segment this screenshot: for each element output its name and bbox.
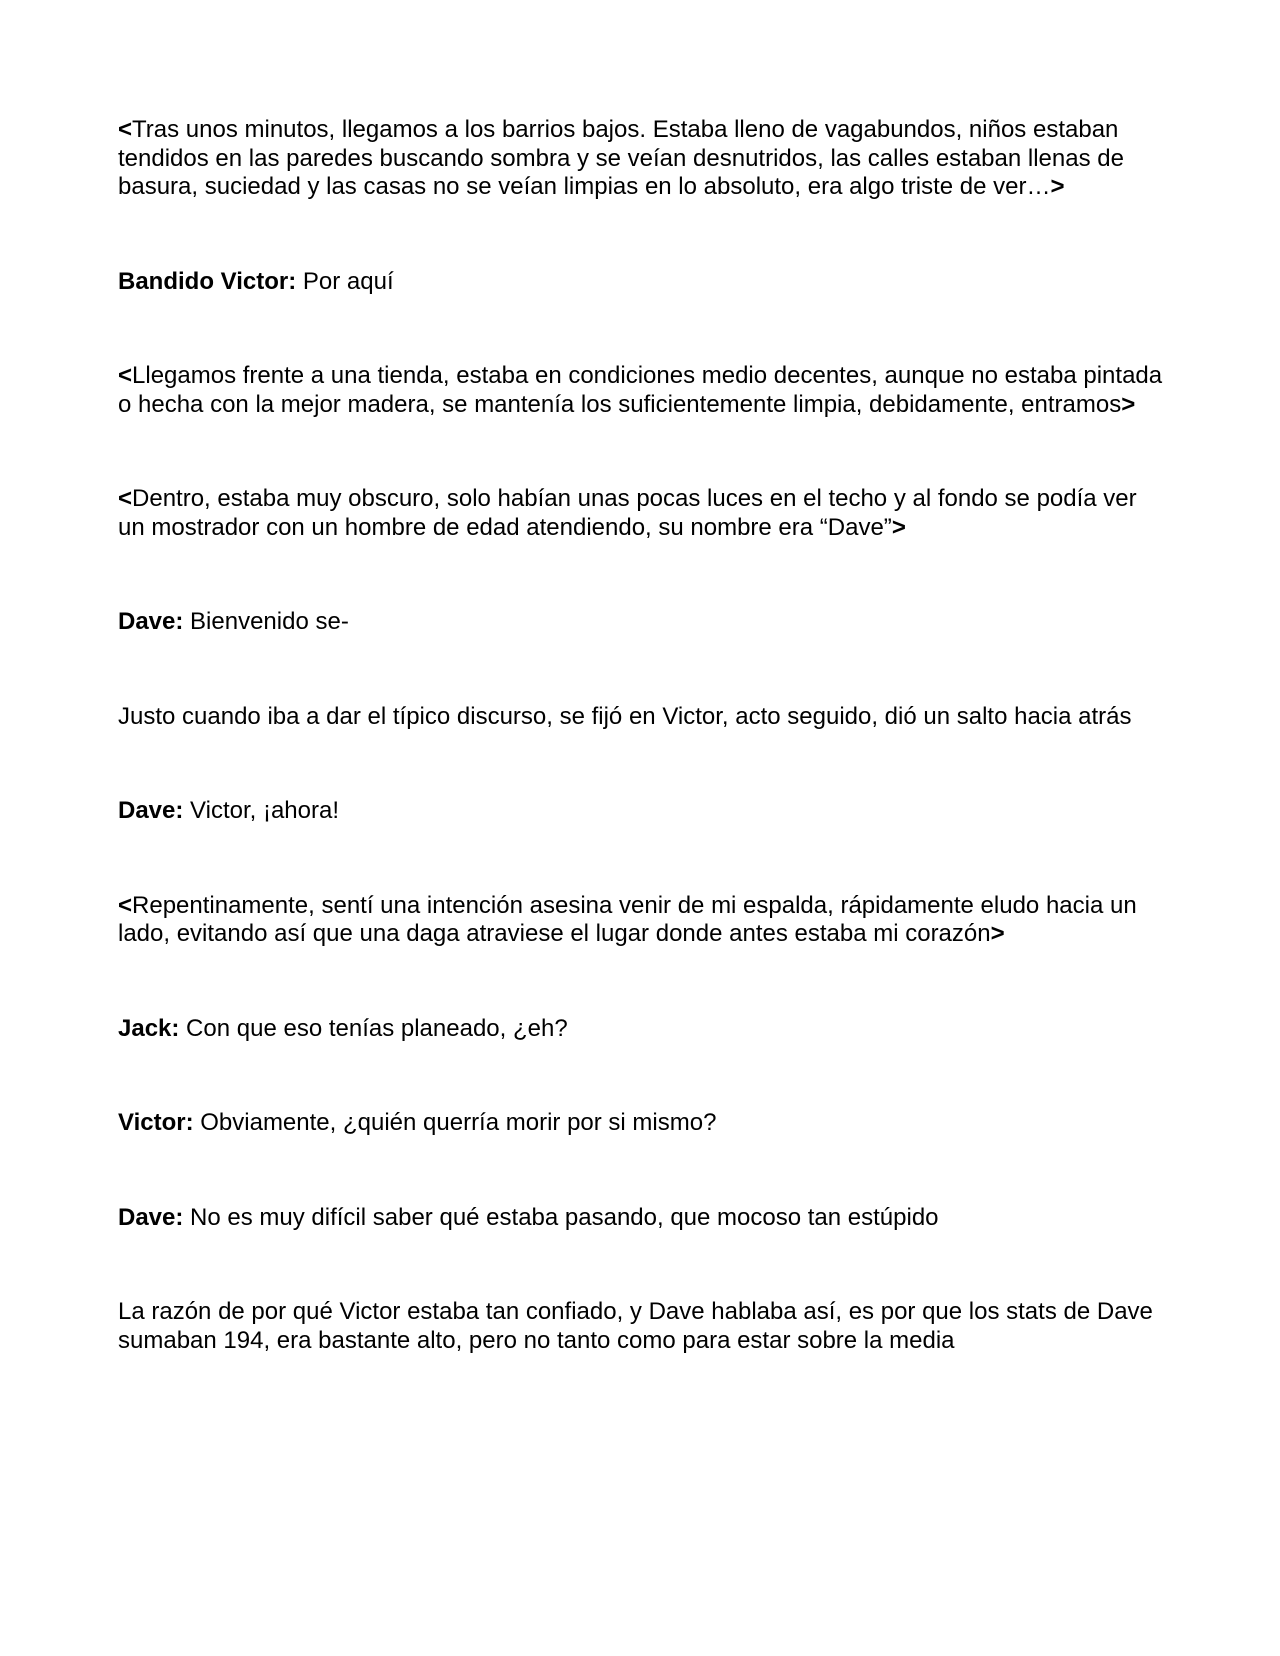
- narration-close-bracket: >: [1121, 390, 1136, 418]
- narration-open-bracket: <: [118, 362, 133, 389]
- narration-text: Repentinamente, sentí una intención asesina venir de mi espalda, rápidamente eludo hacia un lado, evitando así que una daga atraviese el lugar donde antes estaba mi corazón: [118, 891, 1137, 947]
- document-page: [118, 116, 1168, 1355]
- narration-text: Dentro, estaba muy obscuro, solo habían unas pocas luces en el techo y al fondo se podía ver un mostrador con un hombre de edad atendiendo, su nombre era “Dave”: [118, 485, 1137, 541]
- dialogue-line: [118, 1015, 1168, 1044]
- narration-text: Llegamos frente a una tienda, estaba en condiciones medio decentes, aunque no estaba pintada o hecha con la mejor madera, se mantenía los suficientemente limpia, debidamente, entramos: [118, 362, 1163, 418]
- dialogue-line: [118, 1109, 1168, 1138]
- dialogue-line: [118, 268, 1168, 297]
- dialogue-text: Obviamente, ¿quién querría morir por si mismo?: [193, 1109, 717, 1136]
- plain-paragraph: [118, 1298, 1168, 1355]
- dialogue-text: Bienvenido se-: [183, 608, 349, 635]
- narration-close-bracket: >: [990, 920, 1005, 947]
- plain-paragraph: [118, 703, 1168, 732]
- narration-open-bracket: <: [118, 485, 133, 512]
- narration-open-bracket: <: [118, 891, 133, 919]
- speaker-name: Bandido Victor:: [118, 267, 297, 295]
- speaker-name: Victor:: [118, 1109, 194, 1136]
- speaker-name: Jack:: [118, 1014, 180, 1042]
- dialogue-text: Con que eso tenías planeado, ¿eh?: [179, 1014, 568, 1042]
- speaker-name: Dave:: [118, 608, 184, 635]
- speaker-name: Dave:: [118, 1203, 184, 1231]
- narration-paragraph: [118, 116, 1168, 202]
- narration-open-bracket: <: [118, 116, 133, 143]
- paragraph-text: Justo cuando iba a dar el típico discurso, se fijó en Victor, acto seguido, dió un salto hacia atrás: [118, 702, 1132, 730]
- dialogue-line: [118, 1204, 1168, 1233]
- dialogue-text: No es muy difícil saber qué estaba pasando, que mocoso tan estúpido: [183, 1203, 939, 1231]
- narration-close-bracket: >: [891, 513, 906, 541]
- paragraph-text: La razón de por qué Victor estaba tan confiado, y Dave hablaba así, es por que los stats de Dave sumaban 194, era bastante alto, pero no tanto como para estar sobre la media: [118, 1298, 1153, 1354]
- speaker-name: Dave:: [118, 797, 184, 824]
- dialogue-line: [118, 608, 1168, 637]
- narration-paragraph: [118, 362, 1168, 419]
- narration-paragraph: [118, 892, 1168, 949]
- dialogue-text: Por aquí: [296, 267, 394, 295]
- dialogue-text: Victor, ¡ahora!: [183, 797, 340, 824]
- dialogue-line: [118, 797, 1168, 826]
- narration-close-bracket: >: [1050, 173, 1065, 200]
- narration-text: Tras unos minutos, llegamos a los barrios bajos. Estaba lleno de vagabundos, niños estaban tendidos en las paredes buscando sombra y se veían desnutridos, las calles estaban llenas de basura, suciedad y las casas no se veían limpias en lo absoluto, era algo triste de ver…: [118, 116, 1124, 200]
- narration-paragraph: [118, 485, 1168, 542]
